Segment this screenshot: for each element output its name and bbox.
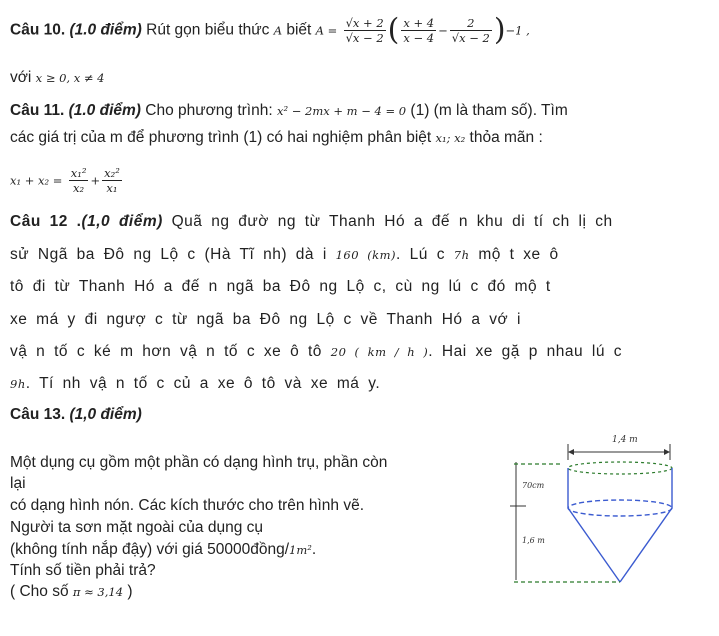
dim-cone-label: 1,6 m (522, 536, 545, 545)
dim-top-arrow-left (568, 449, 574, 455)
q10-points: (1.0 điểm) (69, 21, 142, 39)
q12-line2: sử Ngã ba Đô ng Lộ c (Hà Tĩ nh) dà i 160 (km). Lú c 7h mộ t xe ô (10, 246, 559, 263)
dim-top-arrow-right (664, 449, 670, 455)
q13-line1: Một dụng cụ gồm một phần có dạng hình trụ, phần còn (10, 454, 388, 471)
q11-points: (1.0 điểm) (68, 102, 141, 119)
q11-line1: Câu 11. (1.0 điểm) Cho phương trình: x² − 2mx + m − 4 = 0 (1) (m là tham số). Tìm (10, 102, 568, 119)
q11-line2: các giá trị của m để phương trình (1) có hai nghiệm phân biệt x₁; x₂ thỏa mãn : (10, 129, 543, 146)
q10-label: Câu 10. (10, 21, 66, 39)
q10-text-a: Rút gọn biểu thức (146, 21, 270, 39)
q10-text-b: biết (286, 21, 312, 39)
q10-frac1: $\frac{√x + 2}{√x - 2}$ (345, 16, 384, 45)
q10-frac2: $\frac{x + 4}{x - 4}$ (403, 16, 435, 45)
cylinder-cone-figure (500, 435, 715, 598)
q10-lhs: A = (315, 23, 338, 38)
q13-heading (10, 405, 142, 425)
q13-line2: lại (10, 475, 26, 492)
cylinder-top-rim (568, 462, 672, 474)
q10-var-a: A (273, 23, 283, 38)
q12-line3: tô đi từ Thanh Hó a đế n ngã ba Đô ng Lộ c, cù ng lú c đó mộ t (10, 278, 551, 295)
q13-line4: Người ta sơn mặt ngoài của dụng cụ (10, 519, 264, 536)
q10-frac3: $\frac{2}{√x - 2}$ (451, 16, 490, 45)
q10-tail: −1 , (505, 23, 530, 38)
q13-label: Câu 13. (10, 406, 66, 423)
q10-condition: với x ≥ 0, x ≠ 4 (10, 69, 105, 86)
q12-line5: vậ n tố c ké m hơn vậ n tố c xe ô tô 20 ( km / h ). Hai xe gặ p nhau lú c (10, 343, 623, 360)
cylinder-base-rim (568, 500, 672, 516)
q13-line6: Tính số tiền phải trả? (10, 562, 156, 579)
q11-label: Câu 11. (10, 102, 65, 119)
q12-points: (1,0 điểm) (81, 213, 163, 230)
q12-line4: xe má y đi ngượ c từ ngã ba Đô ng Lộ c về Thanh Hó a vớ i (10, 311, 521, 328)
q13-line7: ( Cho số π ≈ 3,14 ) (10, 583, 133, 600)
q13-line5: (không tính nắp đậy) với giá 50000đồng/1m². (10, 541, 317, 558)
dim-top-label: 1,4 m (612, 435, 638, 445)
q12-label: Câu 12 . (10, 213, 82, 230)
dim-cylinder-label: 70cm (522, 481, 545, 490)
q12-line6: 9h. Tí nh vậ n tố c củ a xe ô tô và xe má y. (10, 375, 381, 392)
cone-right-side (620, 508, 672, 582)
q10-line1: Câu 10. (1.0 điểm) Rút gọn biểu thức A biết A = $\frac{√x + 2}{√x - 2}$ ( $\frac{x + 4}{x - 4}$ − $\frac{2}{√x - 2}$ )−1 , (10, 12, 530, 48)
q11-equation: x² − 2mx + m − 4 = 0 (276, 104, 407, 118)
q12-line1: Câu 12 .(1,0 điểm) Quã ng đườ ng từ Thanh Hó a đế n khu di tí ch lị ch (10, 213, 613, 230)
q11-condition-eq: x₁ + x₂ = $\frac{\text{x₁²}}{\text{x₂}}$ + $\frac{\text{x₂²}}{\text{x₁}}$ (10, 166, 120, 195)
q13-line3: có dạng hình nón. Các kích thước cho trên hình vẽ. (10, 497, 365, 514)
cone-left-side (568, 508, 620, 582)
q13-points: (1,0 điểm) (69, 406, 142, 423)
